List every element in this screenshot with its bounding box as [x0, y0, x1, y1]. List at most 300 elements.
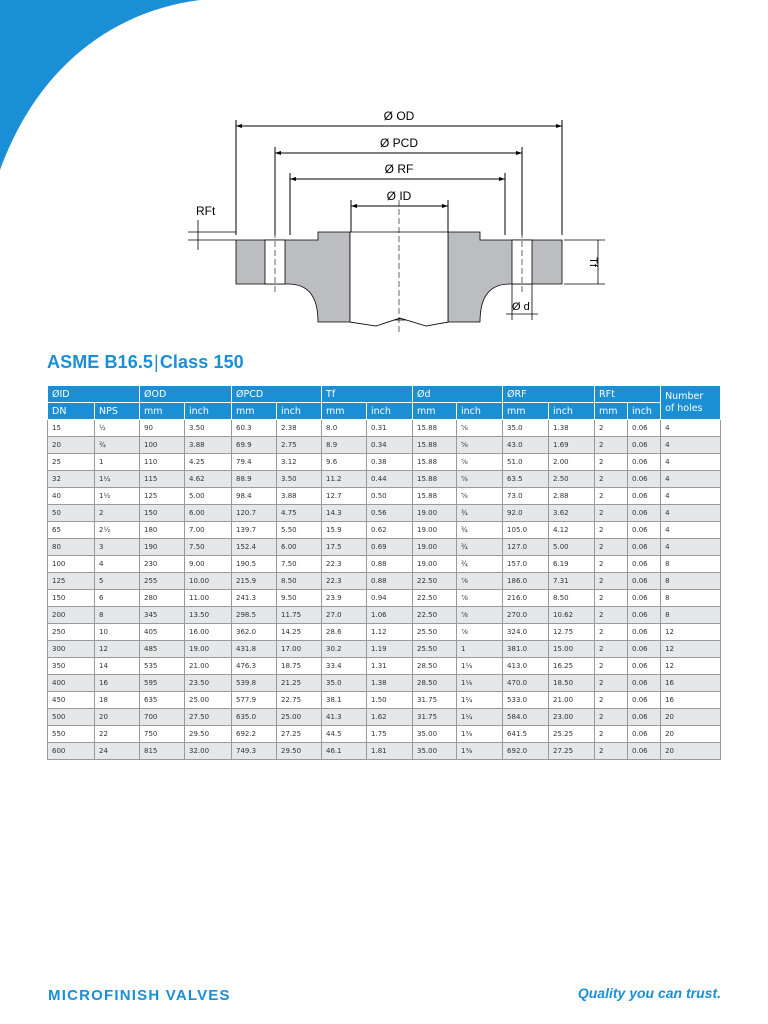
table-cell: 0.06: [628, 420, 661, 437]
sub-header-dn: DN: [48, 403, 95, 420]
table-cell: 28.50: [413, 658, 457, 675]
table-cell: 300: [48, 641, 95, 658]
table-cell: 41.3: [322, 709, 367, 726]
table-cell: 186.0: [503, 573, 549, 590]
table-cell: ¾: [457, 522, 503, 539]
table-cell: 2: [595, 743, 628, 760]
table-cell: 7.50: [277, 556, 322, 573]
table-cell: 0.56: [367, 505, 413, 522]
sub-header-rft-mm: mm: [595, 403, 628, 420]
table-row: [48, 505, 721, 522]
table-cell: 1.06: [367, 607, 413, 624]
table-cell: ¾: [457, 556, 503, 573]
table-cell: 3.50: [185, 420, 232, 437]
header-number-of-holes: [661, 386, 721, 420]
table-cell: 22.50: [413, 590, 457, 607]
table-cell: 79.4: [232, 454, 277, 471]
table-cell: 50: [48, 505, 95, 522]
table-cell: 8.9: [322, 437, 367, 454]
sub-header-row: [48, 403, 721, 420]
table-cell: 23.50: [185, 675, 232, 692]
table-cell: 0.06: [628, 522, 661, 539]
dimensions-table: [47, 385, 721, 760]
class-name: Class 150: [159, 352, 244, 372]
table-cell: ⅝: [457, 420, 503, 437]
table-cell: 641.5: [503, 726, 549, 743]
table-cell: 4.25: [185, 454, 232, 471]
table-cell: 35.0: [322, 675, 367, 692]
table-cell: 190: [140, 539, 185, 556]
table-cell: 9.00: [185, 556, 232, 573]
table-cell: 22.50: [413, 573, 457, 590]
table-cell: ¾: [457, 505, 503, 522]
table-cell: 150: [48, 590, 95, 607]
table-cell: 15.9: [322, 522, 367, 539]
table-cell: 16: [95, 675, 140, 692]
table-cell: 35.00: [413, 743, 457, 760]
table-cell: 230: [140, 556, 185, 573]
table-cell: 44.5: [322, 726, 367, 743]
table-cell: 584.0: [503, 709, 549, 726]
table-row: [48, 624, 721, 641]
table-cell: 470.0: [503, 675, 549, 692]
table-cell: 1.69: [549, 437, 595, 454]
table-cell: 8.50: [277, 573, 322, 590]
table-cell: 2.88: [549, 488, 595, 505]
header-pcd: ØPCD: [232, 386, 322, 403]
table-cell: 0.06: [628, 437, 661, 454]
table-title: [47, 352, 244, 373]
table-body: [48, 420, 721, 760]
table-cell: 14.3: [322, 505, 367, 522]
table-cell: 4.12: [549, 522, 595, 539]
table-cell: 0.31: [367, 420, 413, 437]
corner-decoration: [0, 0, 200, 180]
table-row: [48, 454, 721, 471]
table-cell: 600: [48, 743, 95, 760]
table-cell: 6.00: [277, 539, 322, 556]
table-cell: 3.88: [277, 488, 322, 505]
table-cell: 100: [48, 556, 95, 573]
table-row: [48, 709, 721, 726]
table-cell: 2: [595, 590, 628, 607]
label-d: Ø d: [512, 301, 530, 313]
table-cell: 4: [661, 454, 721, 471]
table-cell: 60.3: [232, 420, 277, 437]
table-row: [48, 539, 721, 556]
table-cell: 1.19: [367, 641, 413, 658]
table-cell: 250: [48, 624, 95, 641]
table-cell: 18.75: [277, 658, 322, 675]
table-cell: 0.06: [628, 709, 661, 726]
table-cell: 16: [661, 675, 721, 692]
table-cell: 22.75: [277, 692, 322, 709]
table-cell: 8: [661, 607, 721, 624]
table-cell: 0.06: [628, 658, 661, 675]
table-cell: 4: [661, 522, 721, 539]
table-cell: 152.4: [232, 539, 277, 556]
table-cell: 100: [140, 437, 185, 454]
table-cell: 35.0: [503, 420, 549, 437]
table-cell: 15.88: [413, 488, 457, 505]
table-row: [48, 692, 721, 709]
table-cell: 23.9: [322, 590, 367, 607]
table-cell: 69.9: [232, 437, 277, 454]
table-cell: 157.0: [503, 556, 549, 573]
table-cell: 2.50: [549, 471, 595, 488]
table-cell: 38.1: [322, 692, 367, 709]
table-cell: 749.3: [232, 743, 277, 760]
table-cell: 27.0: [322, 607, 367, 624]
table-cell: 2: [595, 505, 628, 522]
table-cell: 1¼: [457, 709, 503, 726]
sub-header-od-mm: mm: [140, 403, 185, 420]
table-cell: 0.06: [628, 641, 661, 658]
table-cell: 115: [140, 471, 185, 488]
table-cell: 90: [140, 420, 185, 437]
table-cell: 15.88: [413, 471, 457, 488]
table-cell: 25.50: [413, 624, 457, 641]
table-row: [48, 522, 721, 539]
table-cell: 2: [595, 471, 628, 488]
table-cell: 4: [661, 488, 721, 505]
table-cell: ⅝: [457, 454, 503, 471]
table-cell: 2: [595, 522, 628, 539]
table-cell: ½: [95, 420, 140, 437]
table-cell: 19.00: [413, 539, 457, 556]
table-cell: 22.3: [322, 573, 367, 590]
label-tf: Tf: [587, 257, 599, 267]
table-cell: 43.0: [503, 437, 549, 454]
table-cell: 150: [140, 505, 185, 522]
table-cell: 400: [48, 675, 95, 692]
table-cell: 0.06: [628, 607, 661, 624]
table-cell: 20: [661, 726, 721, 743]
table-cell: 23.00: [549, 709, 595, 726]
table-cell: 1½: [95, 488, 140, 505]
table-cell: 350: [48, 658, 95, 675]
table-cell: ⁷⁄₈: [457, 607, 503, 624]
table-cell: 5.00: [549, 539, 595, 556]
table-cell: 9.50: [277, 590, 322, 607]
table-cell: 15.88: [413, 420, 457, 437]
table-cell: 2.75: [277, 437, 322, 454]
table-cell: 0.06: [628, 743, 661, 760]
table-cell: 2: [595, 454, 628, 471]
sub-header-rft-inch: inch: [628, 403, 661, 420]
table-cell: 533.0: [503, 692, 549, 709]
sub-header-pcd-mm: mm: [232, 403, 277, 420]
table-cell: 10: [95, 624, 140, 641]
table-cell: 381.0: [503, 641, 549, 658]
table-cell: 18: [95, 692, 140, 709]
table-cell: 431.8: [232, 641, 277, 658]
sub-header-od-inch: inch: [185, 403, 232, 420]
table-cell: 413.0: [503, 658, 549, 675]
table-cell: 0.34: [367, 437, 413, 454]
table-cell: 2: [595, 539, 628, 556]
table-cell: 10.62: [549, 607, 595, 624]
table-cell: 1: [95, 454, 140, 471]
table-cell: 51.0: [503, 454, 549, 471]
table-cell: 92.0: [503, 505, 549, 522]
table-cell: 120.7: [232, 505, 277, 522]
table-cell: 32.00: [185, 743, 232, 760]
table-cell: ⅝: [457, 471, 503, 488]
table-cell: 4: [661, 420, 721, 437]
table-row: [48, 726, 721, 743]
table-cell: 29.50: [277, 743, 322, 760]
table-cell: 635.0: [232, 709, 277, 726]
table-cell: 345: [140, 607, 185, 624]
table-cell: 21.25: [277, 675, 322, 692]
table-cell: 700: [140, 709, 185, 726]
table-cell: 362.0: [232, 624, 277, 641]
table-row: [48, 743, 721, 760]
table-cell: 255: [140, 573, 185, 590]
table-cell: 22.50: [413, 607, 457, 624]
table-cell: 0.44: [367, 471, 413, 488]
table-cell: ⅝: [457, 437, 503, 454]
table-cell: 5.50: [277, 522, 322, 539]
table-cell: 29.50: [185, 726, 232, 743]
table-cell: 0.06: [628, 539, 661, 556]
table-cell: 25.25: [549, 726, 595, 743]
table-cell: 0.69: [367, 539, 413, 556]
table-cell: 88.9: [232, 471, 277, 488]
table-cell: 8: [661, 573, 721, 590]
table-cell: 127.0: [503, 539, 549, 556]
label-od: Ø OD: [383, 109, 415, 123]
table-cell: 17.5: [322, 539, 367, 556]
table-cell: 16: [661, 692, 721, 709]
table-cell: 0.06: [628, 454, 661, 471]
table-cell: 125: [140, 488, 185, 505]
table-cell: 19.00: [413, 522, 457, 539]
table-cell: 4.62: [185, 471, 232, 488]
table-cell: 2: [595, 675, 628, 692]
table-row: [48, 488, 721, 505]
brand-logo: [48, 985, 231, 1003]
table-cell: 12.7: [322, 488, 367, 505]
flange-drawing: [180, 100, 610, 335]
table-cell: 21.00: [185, 658, 232, 675]
table-cell: 15: [48, 420, 95, 437]
table-cell: 815: [140, 743, 185, 760]
table-cell: 1¼: [457, 692, 503, 709]
table-cell: 4: [661, 505, 721, 522]
table-cell: 215.9: [232, 573, 277, 590]
table-cell: ⁷⁄₈: [457, 590, 503, 607]
table-cell: 0.06: [628, 471, 661, 488]
table-cell: 5: [95, 573, 140, 590]
table-cell: 1⅜: [457, 726, 503, 743]
table-cell: 4: [661, 437, 721, 454]
table-cell: 241.3: [232, 590, 277, 607]
table-cell: 3.12: [277, 454, 322, 471]
table-cell: 19.00: [413, 556, 457, 573]
table-cell: 4: [95, 556, 140, 573]
table-cell: 539.8: [232, 675, 277, 692]
table-cell: 500: [48, 709, 95, 726]
table-cell: 1⅜: [457, 743, 503, 760]
table-head: [48, 386, 721, 420]
table-cell: 1.50: [367, 692, 413, 709]
table-cell: 19.00: [413, 505, 457, 522]
header-rft: RFt: [595, 386, 661, 403]
table-cell: 2: [595, 607, 628, 624]
table-cell: 15.88: [413, 437, 457, 454]
table-cell: 450: [48, 692, 95, 709]
table-cell: 0.88: [367, 573, 413, 590]
table-cell: 2: [595, 709, 628, 726]
table-row: [48, 437, 721, 454]
table-cell: 40: [48, 488, 95, 505]
table-cell: 21.00: [549, 692, 595, 709]
table-cell: 12: [95, 641, 140, 658]
table-cell: 2: [95, 505, 140, 522]
table-cell: 1⅛: [457, 675, 503, 692]
table-cell: 1.62: [367, 709, 413, 726]
table-row: [48, 471, 721, 488]
table-cell: 10.00: [185, 573, 232, 590]
table-cell: 8: [95, 607, 140, 624]
table-cell: 298.5: [232, 607, 277, 624]
table-cell: 0.06: [628, 505, 661, 522]
table-cell: 13.50: [185, 607, 232, 624]
label-rf: Ø RF: [384, 162, 414, 176]
table-cell: 0.06: [628, 726, 661, 743]
sub-header-nps: NPS: [95, 403, 140, 420]
table-cell: 11.2: [322, 471, 367, 488]
table-cell: 0.38: [367, 454, 413, 471]
tagline: Quality you can trust.: [577, 985, 721, 1001]
table-cell: 25.00: [277, 709, 322, 726]
table-cell: 65: [48, 522, 95, 539]
table-cell: 27.25: [549, 743, 595, 760]
table-cell: 12.75: [549, 624, 595, 641]
table-row: [48, 607, 721, 624]
table-cell: 27.50: [185, 709, 232, 726]
table-cell: 24: [95, 743, 140, 760]
table-cell: 27.25: [277, 726, 322, 743]
table-cell: 2: [595, 624, 628, 641]
table-cell: 0.06: [628, 488, 661, 505]
table-cell: 12: [661, 624, 721, 641]
table-cell: 25.00: [185, 692, 232, 709]
table-cell: 22: [95, 726, 140, 743]
table-row: [48, 675, 721, 692]
table-cell: 11.75: [277, 607, 322, 624]
table-cell: 190.5: [232, 556, 277, 573]
table-cell: 1.75: [367, 726, 413, 743]
table-cell: 22.3: [322, 556, 367, 573]
table-row: [48, 556, 721, 573]
table-cell: 0.88: [367, 556, 413, 573]
table-cell: 2: [595, 556, 628, 573]
table-cell: 25.50: [413, 641, 457, 658]
table-cell: 692.0: [503, 743, 549, 760]
table-row: [48, 590, 721, 607]
table-cell: 15.88: [413, 454, 457, 471]
table-cell: 2: [595, 692, 628, 709]
table-cell: 30.2: [322, 641, 367, 658]
table-cell: 46.1: [322, 743, 367, 760]
table-cell: 0.06: [628, 692, 661, 709]
table-cell: 16.25: [549, 658, 595, 675]
table-cell: 6.19: [549, 556, 595, 573]
table-cell: 12: [661, 641, 721, 658]
table-cell: 20: [95, 709, 140, 726]
table-cell: 0.06: [628, 675, 661, 692]
header-holes-line1: Number: [665, 390, 704, 402]
table-cell: 20: [661, 743, 721, 760]
table-row: [48, 420, 721, 437]
table-cell: 33.4: [322, 658, 367, 675]
group-header-row: [48, 386, 721, 403]
table-cell: 2: [595, 658, 628, 675]
table-cell: 28.50: [413, 675, 457, 692]
table-cell: 595: [140, 675, 185, 692]
table-cell: 2½: [95, 522, 140, 539]
table-cell: 32: [48, 471, 95, 488]
table-cell: 0.06: [628, 624, 661, 641]
table-cell: 7.50: [185, 539, 232, 556]
header-rf: ØRF: [503, 386, 595, 403]
table-cell: 535: [140, 658, 185, 675]
table-cell: 2: [595, 488, 628, 505]
table-row: [48, 658, 721, 675]
table-cell: 216.0: [503, 590, 549, 607]
label-id: Ø ID: [386, 189, 412, 203]
table-cell: ⁷⁄₈: [457, 573, 503, 590]
title-separator: |: [154, 352, 159, 372]
table-cell: 2: [595, 641, 628, 658]
table-cell: 63.5: [503, 471, 549, 488]
table-cell: ⁷⁄₈: [457, 624, 503, 641]
table-cell: 1.38: [367, 675, 413, 692]
table-cell: 1.81: [367, 743, 413, 760]
sub-header-rf-inch: inch: [549, 403, 595, 420]
sub-header-tf-mm: mm: [322, 403, 367, 420]
table-cell: 15.00: [549, 641, 595, 658]
table-cell: 1: [457, 641, 503, 658]
table-cell: 20: [661, 709, 721, 726]
header-holes-line2: of holes: [665, 402, 703, 414]
table-cell: 280: [140, 590, 185, 607]
table-cell: 577.9: [232, 692, 277, 709]
table-cell: 3.88: [185, 437, 232, 454]
table-cell: 476.3: [232, 658, 277, 675]
sub-header-d-inch: inch: [457, 403, 503, 420]
table-cell: 9.6: [322, 454, 367, 471]
table-cell: 4.75: [277, 505, 322, 522]
sub-header-tf-inch: inch: [367, 403, 413, 420]
table-cell: 635: [140, 692, 185, 709]
table-cell: 0.06: [628, 590, 661, 607]
table-cell: 6.00: [185, 505, 232, 522]
table-cell: 19.00: [185, 641, 232, 658]
table-cell: 80: [48, 539, 95, 556]
table-cell: 73.0: [503, 488, 549, 505]
table-cell: 1.38: [549, 420, 595, 437]
table-cell: 110: [140, 454, 185, 471]
sub-header-pcd-inch: inch: [277, 403, 322, 420]
table-cell: ¾: [457, 539, 503, 556]
table-cell: 6: [95, 590, 140, 607]
table-cell: ¾: [95, 437, 140, 454]
table-cell: 0.50: [367, 488, 413, 505]
